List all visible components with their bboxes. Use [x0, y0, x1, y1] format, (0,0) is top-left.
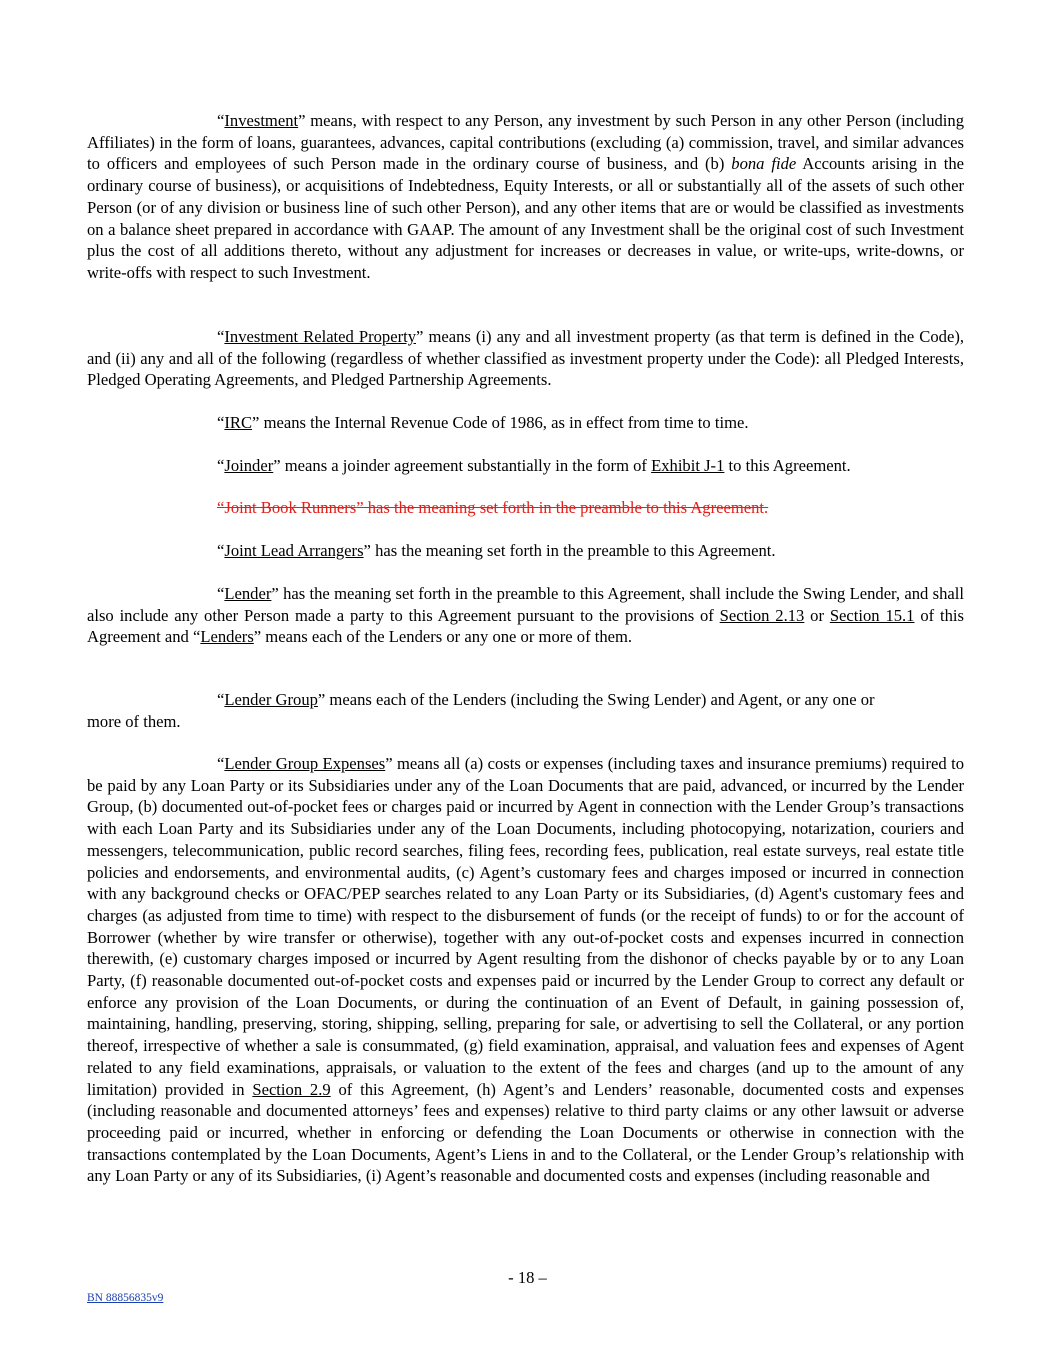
definition-lender: “Lender” has the meaning set forth in the preamble to this Agreement, shall include the Swing Lender, and shall also include any other Person made a party to this Agreement pursuant to the provisions of Section 2.13 or Section 15.1 of this Agreement and “Lenders” means each of the Lenders or any one or more of them. [87, 584, 964, 647]
term-investment: Investment [224, 111, 299, 130]
term-joint-book-runners: Joint Book Runners [224, 498, 357, 517]
document-id: BN 88856835v9 [87, 1292, 164, 1304]
term-joint-lead-arrangers: Joint Lead Arrangers [224, 541, 364, 560]
definition-irc: “IRC” means the Internal Revenue Code of 1986, as in effect from time to time. [217, 413, 749, 432]
definition-investment: “Investment” means, with respect to any Person, any investment by such Person in any other Person (including Affiliates) in the form of loans, guarantees, advances, capital contributions (excluding (a) commission, travel, and similar advances to officers and employees of such Person made in the ordinary course of business, and (b) bona fide Accounts arising in the ordinary course of business), or acquisitions of Indebtedness, Equity Interests, or all or substantially all of the assets of such other Person (or of any division or business line of such other Person), and any other items that are or would be classified as investments on a balance sheet prepared in accordance with GAAP. The amount of any Investment shall be the original cost of such Investment plus the cost of all additions thereto, without any adjustment for increases or decreases in value, or write-ups, write-downs, or write-offs with respect to such Investment. [87, 111, 964, 282]
definition-lender-group [87, 689, 964, 732]
term-lender: Lender [224, 584, 272, 603]
term-lenders: Lenders [200, 627, 254, 647]
definition-investment-related-property: “Investment Related Property” means (i) any and all investment property (as that term is defined in the Code), and (ii) any and all of the following (regardless of whether classified as investment property under the Code): all Pledged Interests, Pledged Operating Agreements, and Pledged Partnership Agreements. [87, 327, 964, 390]
term-lender-group-expenses: Lender Group Expenses [224, 754, 386, 773]
section-15-1-reference: Section 15.1 [829, 605, 915, 625]
section-2-13-reference: Section 2.13 [719, 605, 805, 625]
definition-joint-lead-arrangers: “Joint Lead Arrangers” has the meaning set forth in the preamble to this Agreement. [217, 541, 776, 560]
term-investment-related-property: Investment Related Property [224, 327, 417, 346]
term-irc: IRC [224, 413, 253, 432]
term-joinder: Joinder [224, 456, 274, 475]
definition-joint-book-runners-deleted: “Joint Book Runners” has the meaning set forth in the preamble to this Agreement. [217, 498, 769, 517]
term-lender-group: Lender Group [224, 690, 318, 709]
definition-joinder: “Joinder” means a joinder agreement substantially in the form of Exhibit J-1 to this Agreement. [217, 456, 851, 475]
page-number: - 18 – [508, 1268, 547, 1287]
exhibit-j1-reference: Exhibit J-1 [651, 456, 725, 475]
definition-lender-group-expenses: “Lender Group Expenses” means all (a) costs or expenses (including taxes and insurance premiums) required to be paid by any Loan Party or its Subsidiaries under any of the Loan Documents that are paid, advanced, or incurred by the Lender Group, (b) documented out-of-pocket fees or charges paid or incurred by Agent in connection with the Lender Group’s transactions with each Loan Party and its Subsidiaries under any of the Loan Documents, including photocopying, notarization, couriers and messengers, telecommunication, public record searches, filing fees, recording fees, publication, real estate surveys, real estate title policies and endorsements, and environmental audits, (c) Agent’s customary fees and charges imposed or incurred in connection with any background checks or OFAC/PEP searches related to any Loan Party or its Subsidiaries, (d) Agent's customary fees and charges (as adjusted from time to time) with respect to the disbursement of funds (or the receipt of funds) to or for the account of Borrower (whether by wire transfer or otherwise), together with any out-of-pocket costs and expenses incurred in connection therewith, (e) customary charges imposed or incurred by Agent resulting from the dishonor of checks payable by or to any Loan Party, (f) reasonable documented out-of-pocket costs and expenses paid or incurred by the Lender Group to correct any default or enforce any provision of the Loan Documents, or during the continuation of an Event of Default, in gaining possession of, maintaining, handling, preserving, storing, shipping, selling, preparing for sale, or advertising to sell the Collateral, or any portion thereof, irrespective of whether a sale is consummated, (g) field examination, appraisal, and valuation fees and expenses of Agent related to any field examinations, appraisals, or valuation to the extent of the fees and charges (and up to the amount of any limitation) provided in Section 2.9 of this Agreement, (h) Agent’s and Lenders’ reasonable, documented costs and expenses (including reasonable and documented attorneys’ fees and expenses) relative to third party claims or any other lawsuit or adverse proceeding paid or incurred, whether in enforcing or defending the Loan Documents or otherwise in connection with the transactions contemplated by the Loan Documents, Agent’s Liens in and to the Collateral, or the Lender Group’s relationship with any Loan Party or any of its Subsidiaries, (i) Agent’s reasonable and documented costs and expenses (including reasonable and [87, 754, 964, 1186]
section-2-9-reference: Section 2.9 [252, 1079, 331, 1099]
lender-group-first-line: “Lender Group” means each of the Lenders (including the Swing Lender) and Agent, or any one or [217, 690, 875, 709]
lender-group-second-line: more of them. [87, 711, 181, 731]
